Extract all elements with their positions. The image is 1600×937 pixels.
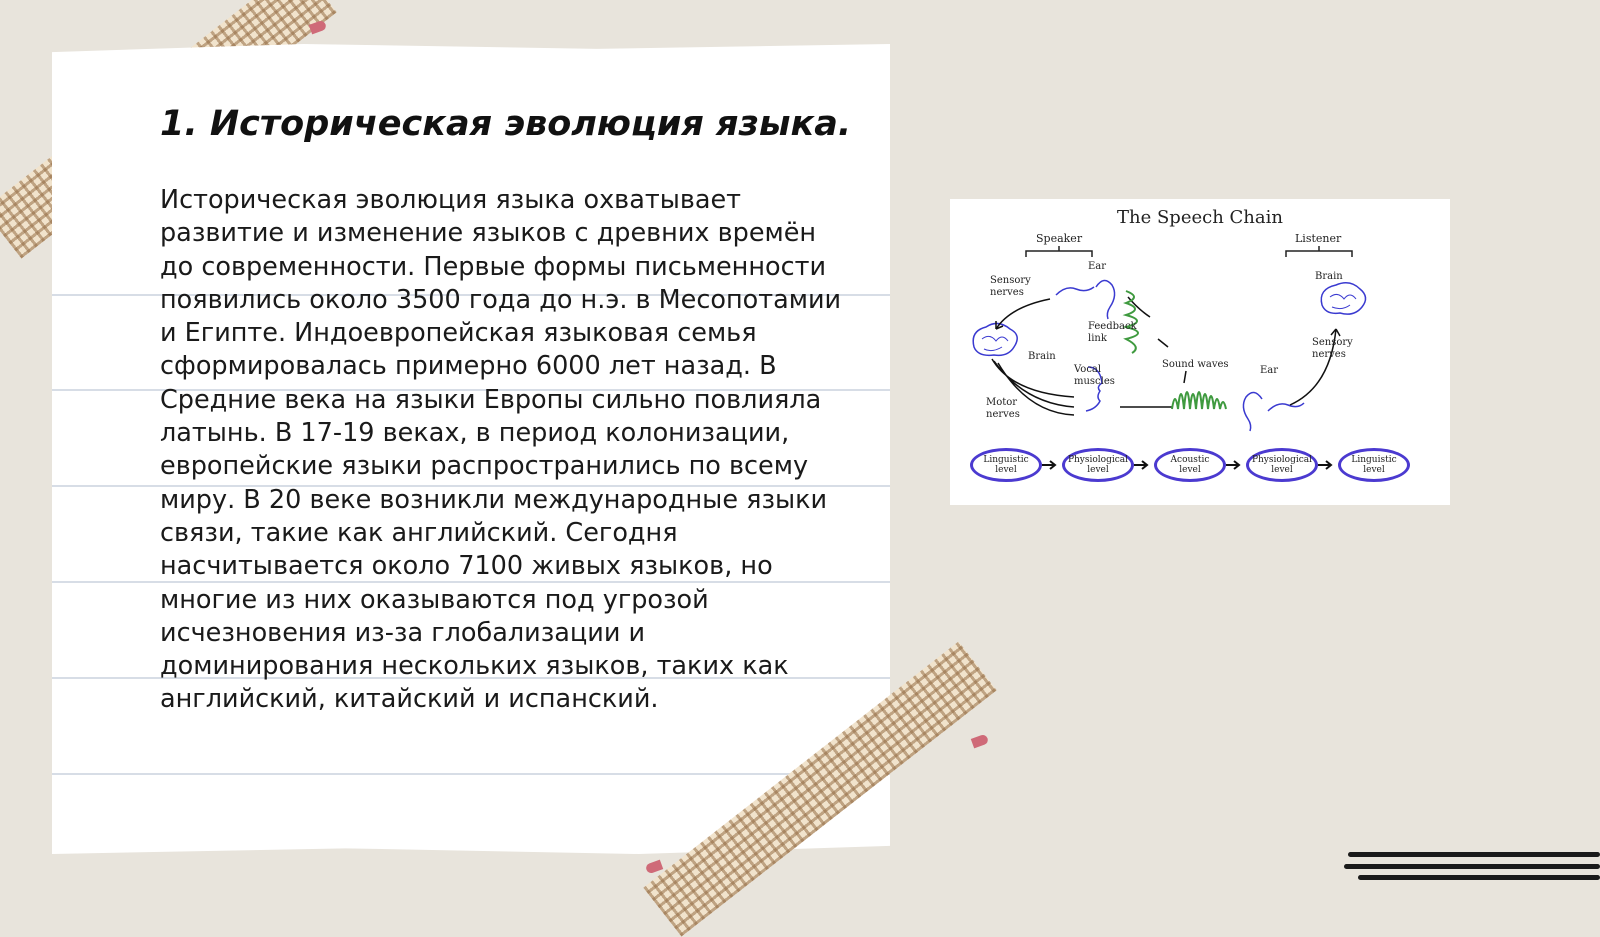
ear-speaker-label: Ear xyxy=(1088,261,1107,272)
sound-wave-arrow xyxy=(1184,371,1186,383)
brain-speaker-label: Brain xyxy=(1028,351,1056,362)
speaker-bracket xyxy=(1026,246,1092,257)
ear-listener-label: Ear xyxy=(1260,365,1279,376)
listener-brain-folds xyxy=(1330,294,1356,308)
paper-rule xyxy=(52,773,890,775)
level-node-physiological-speaker: Physiological level xyxy=(1062,448,1134,482)
speech-chain-figure xyxy=(950,199,1450,505)
listener-bracket xyxy=(1286,246,1352,257)
brain-listener-label: Brain xyxy=(1315,271,1343,282)
stripe xyxy=(1344,864,1600,869)
stripe xyxy=(1348,852,1600,857)
sound-wave-arrow xyxy=(1158,339,1168,347)
speaker-ear-icon xyxy=(1096,280,1115,319)
tape-pin-bottom-left xyxy=(645,860,663,875)
stripe xyxy=(1358,875,1600,880)
listener-hand-icon xyxy=(1268,403,1304,411)
level-arrow xyxy=(1042,461,1055,469)
slide-title: 1. Историческая эволюция языка. xyxy=(160,104,852,144)
vocal-muscles-label: Vocal muscles xyxy=(1074,364,1115,387)
level-node-linguistic-speaker: Linguistic level xyxy=(970,448,1042,482)
motor-nerves-label: Motor nerves xyxy=(986,397,1020,420)
level-arrow xyxy=(1226,461,1239,469)
speaker-brain-folds xyxy=(982,336,1008,350)
level-node-acoustic: Acoustic level xyxy=(1154,448,1226,482)
speaker-label: Speaker xyxy=(1036,232,1083,245)
sound-waves-label: Sound waves xyxy=(1162,359,1229,370)
level-node-linguistic-listener: Linguistic level xyxy=(1338,448,1410,482)
sensory-nerves-speaker-label: Sensory nerves xyxy=(990,275,1031,298)
listener-label: Listener xyxy=(1295,232,1342,245)
listener-ear-icon xyxy=(1243,392,1262,431)
figure-title: The Speech Chain xyxy=(1117,207,1283,228)
tape-pin-bottom-right xyxy=(971,734,989,749)
level-node-physiological-listener: Physiological level xyxy=(1246,448,1318,482)
decorative-stripes xyxy=(1348,848,1600,888)
slide-body-text: Историческая эволюция языка охватывает развитие и изменение языков с древних времён до современности. Первые формы письменности появились около 3500 года до н.э. в Месопотамии и Египте. Индоевропейская языковая семья сформировалась примерно 6000 лет назад. В Средние века на языки Европы сильно повлияла латынь. В 17-19 веках, в период колонизации, европейские языки распространились по всему миру. В 20 веке возникли международные языки связи, такие как английский. Сегодня насчитывается около 7100 живых языков, но многие из них оказываются под угрозой исчезновения из-за глобализации и доминирования нескольких языков, таких как английский, китайский и испанский. xyxy=(160,185,842,715)
acoustic-sound-waves xyxy=(1172,392,1226,409)
speaker-hand-icon xyxy=(1056,287,1094,295)
level-arrow xyxy=(1318,461,1331,469)
feedback-link-label: Feedback link xyxy=(1088,321,1137,344)
level-arrow xyxy=(1134,461,1147,469)
sensory-nerves-listener-label: Sensory nerves xyxy=(1312,337,1353,360)
